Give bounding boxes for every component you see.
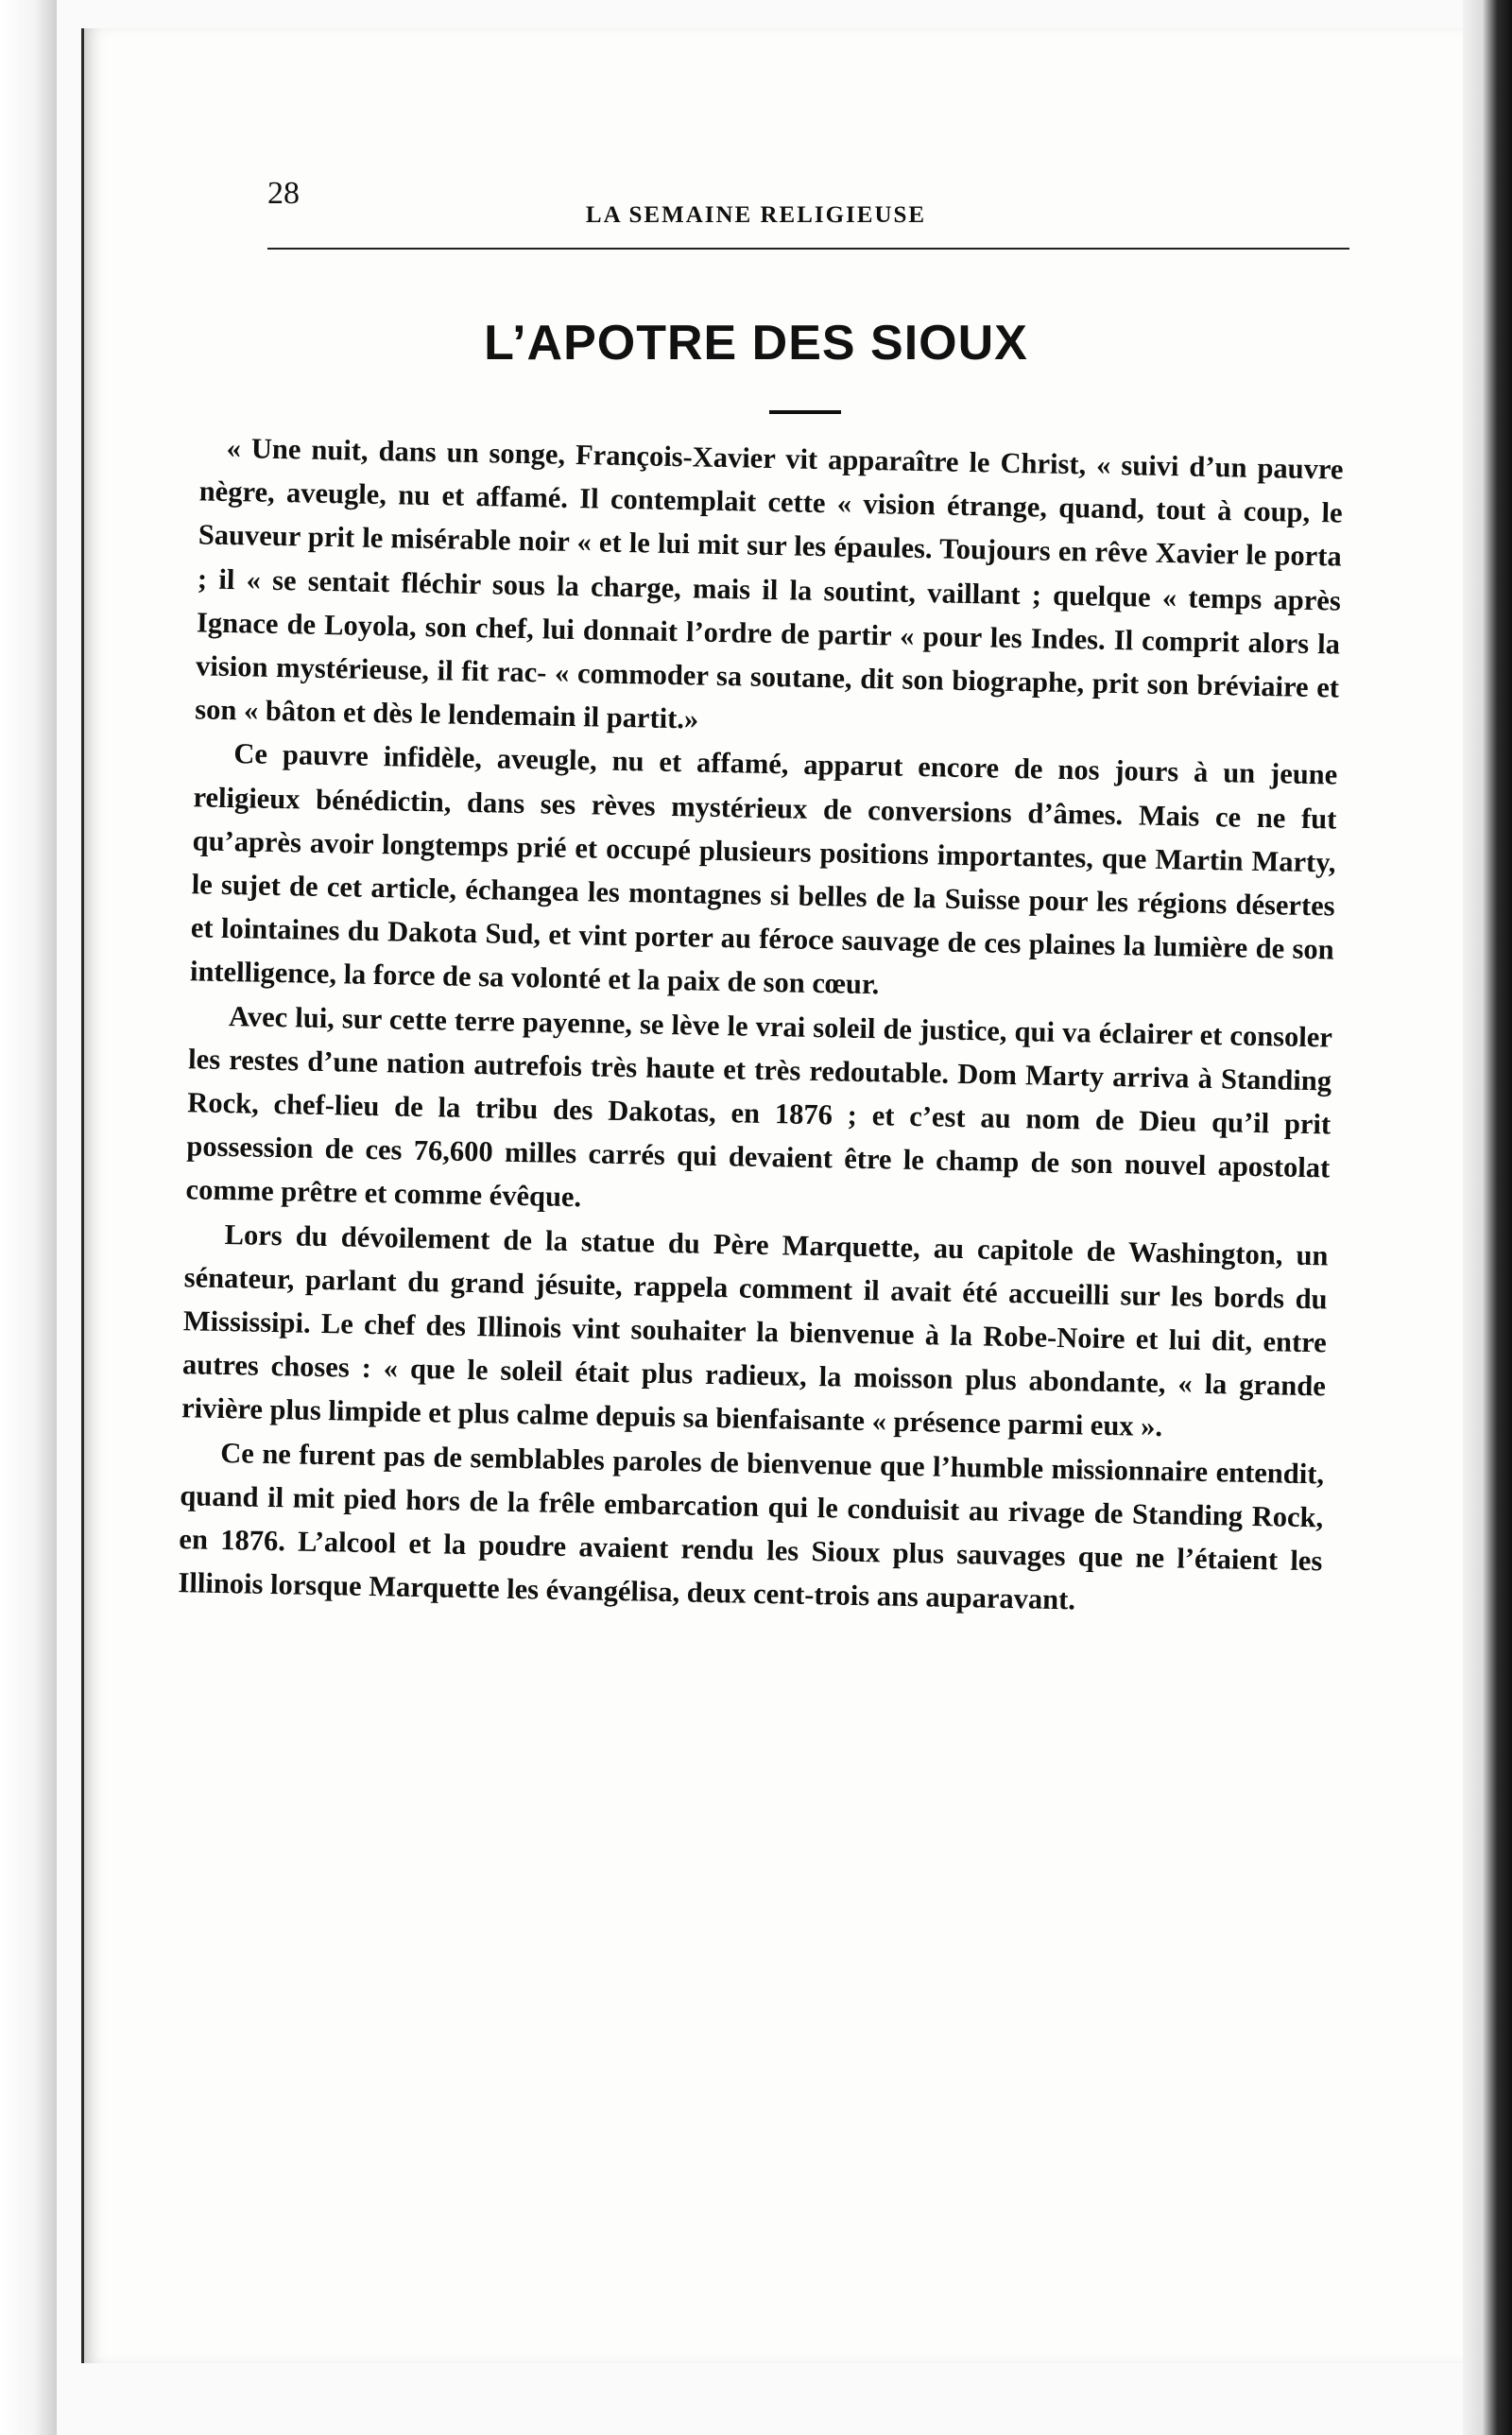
paragraph-marquette: Lors du dévoilement de la statue du Père Marquette, au capitole de Washington, un sénateur, parlant du grand jésuite, rappela comment il avait été accueilli sur les bords du Mississipi. Le chef des Illinois vint souhaiter la bienvenue à la Robe-Noire et lui dit, entre autres choses : « que le soleil était plus radieux, la moisson plus abondante, « la grande rivière plus limpide et plus calme depuis sa bienfaisante « présence parmi eux ». xyxy=(180,1218,1329,1443)
paragraph-martin-marty: Ce pauvre infidèle, aveugle, nu et affamé, apparut encore de nos jours à un jeune religieux bénédictin, dans ses rèves mystérieux de conversions d’âmes. Mais ce ne fut qu’après avoir longtemps prié et occupé plusieurs positions importantes, que Martin Marty, le sujet de cet article, échangea les montagnes si belles de la Suisse pour les régions désertes et lointaines du Dakota Sud, et vint porter au féroce sauvage de ces plaines la lumière de son intelligence, la force de sa volonté et la paix de son cœur. xyxy=(189,737,1338,1001)
article-title: L’APOTRE DES SIOUX xyxy=(484,316,1028,371)
paragraph-xavier-quote: « Une nuit, dans un songe, François-Xavier vit apparaître le Christ, « suivi d’un pauvre nègre, aveugle, nu et affamé. Il contemplait cette « vision étrange, quand, tout à coup, le Sauveur prit le misérable noir « et le lui mit sur les épaules. Toujours en rêve Xavier le porta ; il « se sentait fléchir sous la charge, mais il la soutint, vaillant ; quelque « temps après Ignace de Loyola, son chef, lui donnait l’ordre de partir « pour les Indes. Il comprit alors la vision mystérieuse, il fit rac- « commoder sa soutane, dit son biographe, prit son bréviaire et son « bâton et dès le lendemain il partit.» xyxy=(195,431,1344,735)
page-number: 28 xyxy=(267,176,300,211)
header-rule xyxy=(267,248,1349,250)
paragraph-standing-rock: Avec lui, sur cette terre payenne, se lève le vrai soleil de justice, qui va éclairer et consoler les restes d’une nation autrefois très haute et très redoutable. Dom Marty arriva à Standing Rock, chef-lieu de la tribu des Dakotas, en 1876 ; et c’est au nom de Dieu qu’il prit possession de ces 76,600 milles carrés qui devaient être le champ de son nouvel apostolat comme prêtre et comme évêque. xyxy=(185,999,1333,1214)
paragraph-arrival: Ce ne furent pas de semblables paroles de bienvenue que l’humble missionnaire entendit, quand il mit pied hors de la frêle embarcation qui le conduisit au rivage de Standing Rock, en 1876. L’alcool et la poudre avaient rendu les Sioux plus sauvages que ne l’étaient les Illinois lorsque Marquette les évangélisa, deux cent-trois ans auparavant. xyxy=(178,1436,1325,1616)
running-title: LA SEMAINE RELIGIEUSE xyxy=(585,202,927,228)
title-rule xyxy=(769,410,841,414)
article-body xyxy=(178,425,1344,1626)
